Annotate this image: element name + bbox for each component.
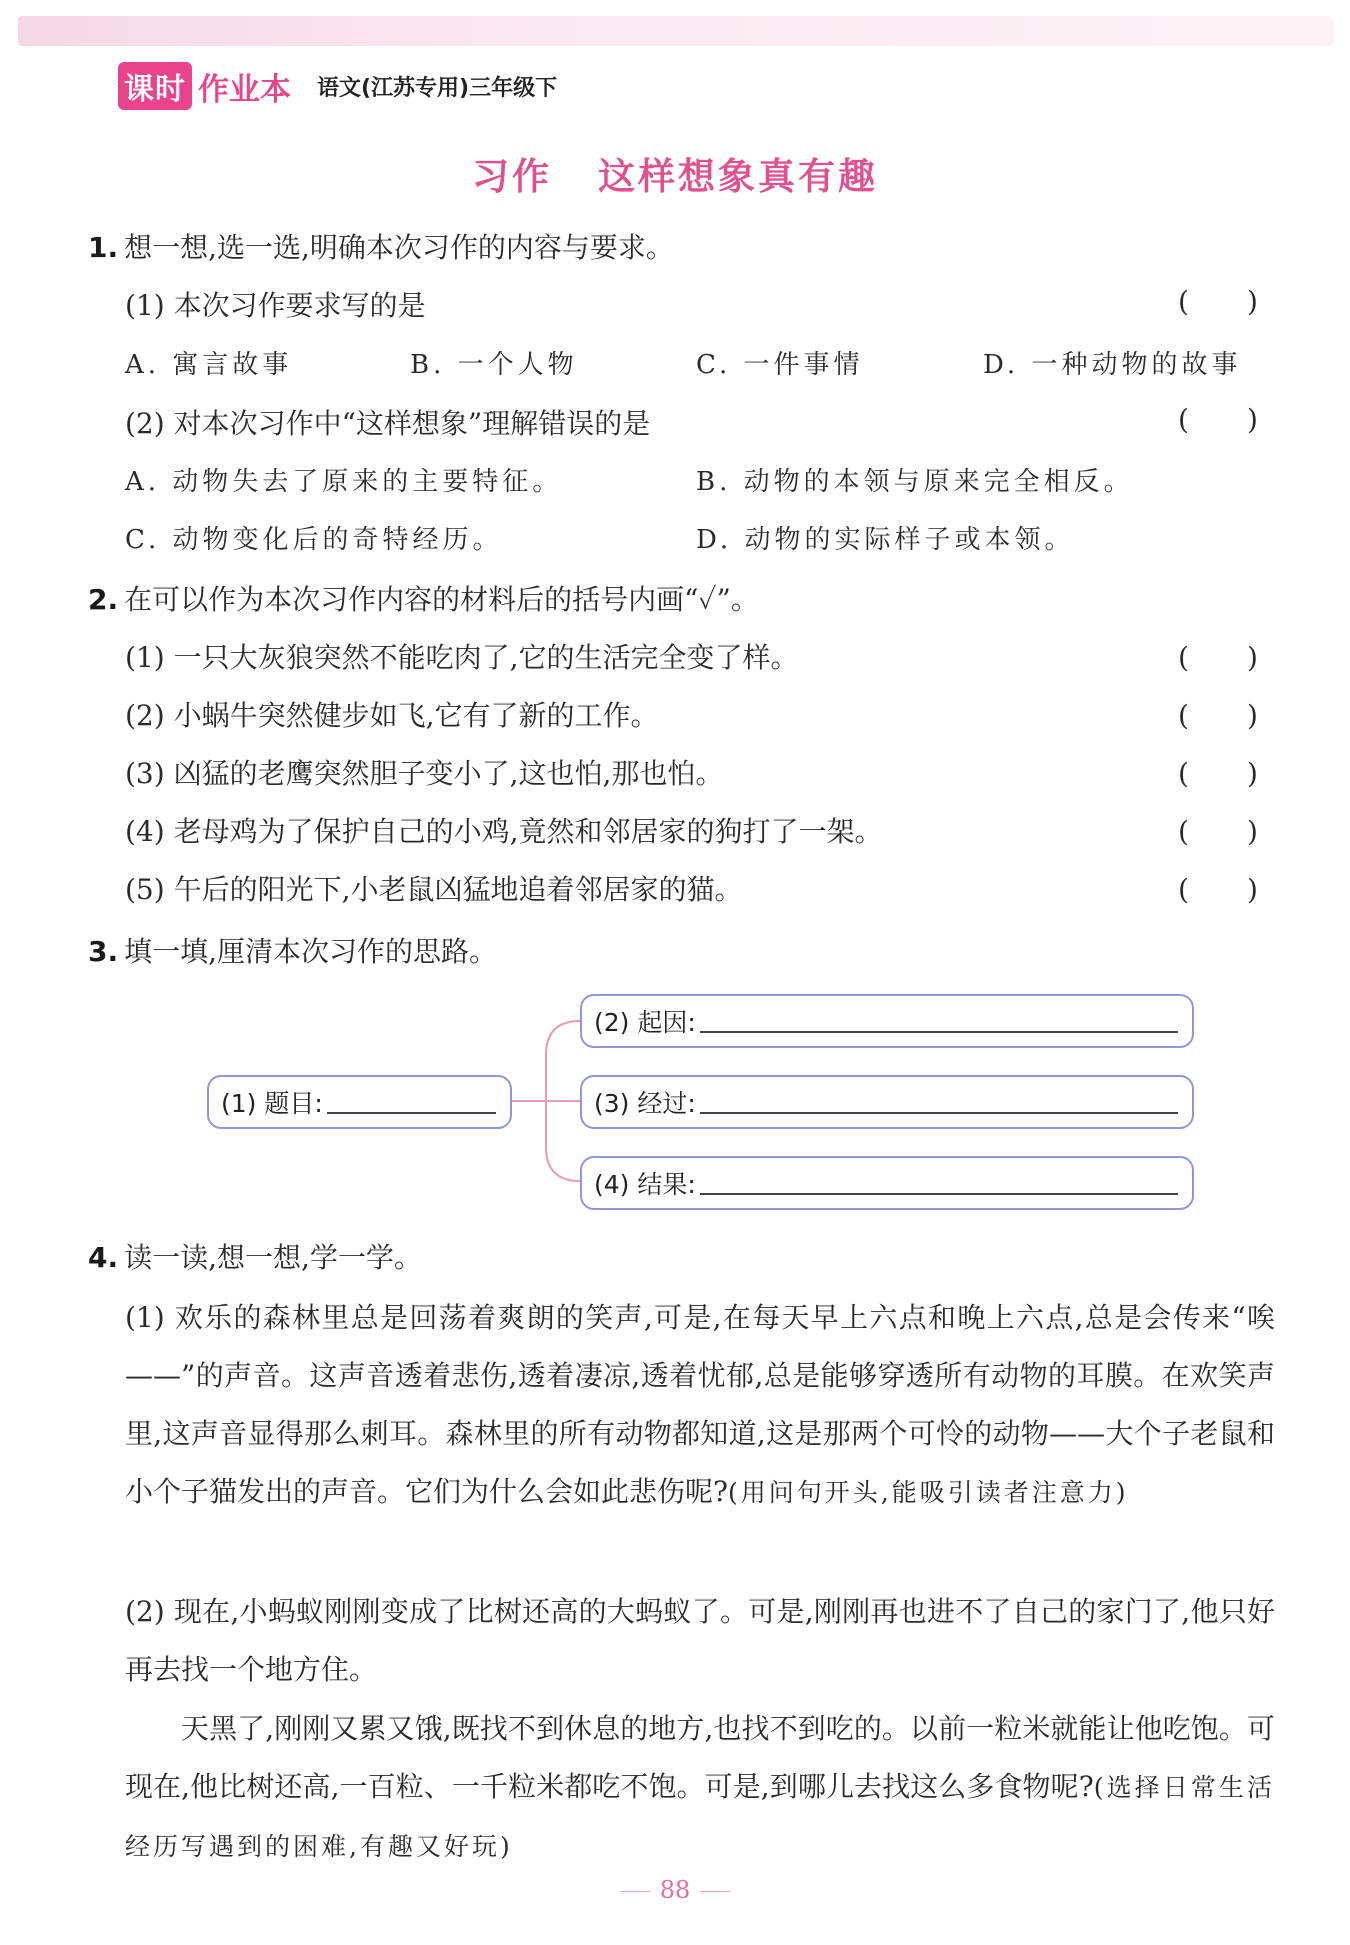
title-part1: 习作 — [472, 155, 552, 198]
reading-paragraph-3: 天黑了,刚刚又累又饿,既找不到休息的地方,也找不到吃的。以前一粒米就能让他吃饱。可现在,他比树还高,一百粒、一千粒米都吃不饱。可是,到哪儿去找这么多食物呢?(选择日常生活经历写遇到的困难,有趣又好玩) — [125, 1712, 1275, 1861]
question-4 — [88, 1238, 422, 1278]
title-part2: 这样想象真有趣 — [598, 155, 878, 198]
question-text: 想一想,选一选,明确本次习作的内容与要求。 — [124, 231, 674, 264]
option-d: D. 一种动物的故事 — [983, 350, 1242, 380]
q1-sub2: (2) 对本次习作中“这样想象”理解错误的是 — [125, 407, 651, 440]
process-field-label: (3) 经过: — [594, 1089, 696, 1118]
writing-tip: (选择日常生活经历写遇到的困难,有趣又好玩) — [125, 1773, 1275, 1861]
option-c: C. 一件事情 — [696, 350, 864, 380]
cause-blank[interactable] — [700, 1009, 1178, 1033]
q2-item-4: (4) 老母鸡为了保护自己的小鸡,竟然和邻居家的狗打了一架。 — [125, 815, 883, 848]
answer-bracket[interactable]: ( ) — [1178, 757, 1258, 790]
result-blank[interactable] — [700, 1171, 1178, 1195]
option-c: C. 动物变化后的奇特经历。 — [125, 525, 503, 555]
q1-sub1: (1) 本次习作要求写的是 — [125, 289, 426, 322]
answer-bracket[interactable]: ( ) — [1178, 403, 1258, 436]
question-number: 2. — [88, 583, 119, 616]
title-field-label: (1) 题目: — [221, 1089, 323, 1118]
reading-paragraph-2: (2) 现在,小蚂蚁刚刚变成了比树还高的大蚂蚁了。可是,刚刚再也进不了自己的家门了,他只好再去找一个地方住。 — [125, 1595, 1275, 1686]
question-number: 1. — [88, 231, 119, 264]
cause-field-label: (2) 起因: — [594, 1008, 696, 1037]
process-field[interactable] — [580, 1075, 1194, 1129]
title-blank[interactable] — [327, 1090, 496, 1114]
answer-bracket[interactable]: ( ) — [1178, 285, 1258, 318]
q2-item-5: (5) 午后的阳光下,小老鼠凶猛地追着邻居家的猫。 — [125, 873, 743, 906]
answer-bracket[interactable]: ( ) — [1178, 873, 1258, 906]
process-blank[interactable] — [700, 1090, 1178, 1114]
book-logo: 课时 — [118, 62, 192, 110]
answer-bracket[interactable]: ( ) — [1178, 641, 1258, 674]
question-number: 4. — [88, 1241, 119, 1274]
result-field-label: (4) 结果: — [594, 1170, 696, 1199]
option-b: B. 一个人物 — [410, 350, 578, 380]
cause-field[interactable] — [580, 994, 1194, 1048]
answer-bracket[interactable]: ( ) — [1178, 815, 1258, 848]
q2-item-1: (1) 一只大灰狼突然不能吃肉了,它的生活完全变了样。 — [125, 641, 799, 674]
result-field[interactable] — [580, 1156, 1194, 1210]
question-text: 填一填,厘清本次习作的思路。 — [124, 935, 498, 968]
page-number: 88 — [0, 1876, 1350, 1904]
answer-bracket[interactable]: ( ) — [1178, 699, 1258, 732]
option-b: B. 动物的本领与原来完全相反。 — [696, 467, 1134, 497]
q2-item-3: (3) 凶猛的老鹰突然胆子变小了,这也怕,那也怕。 — [125, 757, 724, 790]
reading-paragraph-1: (1) 欢乐的森林里总是回荡着爽朗的笑声,可是,在每天早上六点和晚上六点,总是会传来“唉——”的声音。这声音透着悲伤,透着凄凉,透着忧郁,总是能够穿透所有动物的耳膜。在欢笑声里,这声音显得那么刺耳。森林里的所有动物都知道,这是那两个可怜的动物——大个子老鼠和小个子猫发出的声音。它们为什么会如此悲伤呢?(用问句开头,能吸引读者注意力) — [125, 1301, 1275, 1508]
writing-tip: (用问句开头,能吸引读者注意力) — [728, 1478, 1129, 1507]
option-a: A. 寓言故事 — [125, 350, 293, 380]
option-d: D. 动物的实际样子或本领。 — [696, 525, 1075, 555]
book-logo-text: 作业本 — [198, 71, 291, 108]
title-field[interactable] — [207, 1075, 512, 1129]
question-text: 在可以作为本次习作内容的材料后的括号内画“✓”。 — [124, 583, 759, 616]
question-number: 3. — [88, 935, 119, 968]
option-a: A. 动物失去了原来的主要特征。 — [125, 467, 563, 497]
q2-item-2: (2) 小蜗牛突然健步如飞,它有了新的工作。 — [125, 699, 659, 732]
question-text: 读一读,想一想,学一学。 — [124, 1241, 422, 1274]
book-subtitle: 语文(江苏专用)三年级下 — [317, 75, 558, 101]
